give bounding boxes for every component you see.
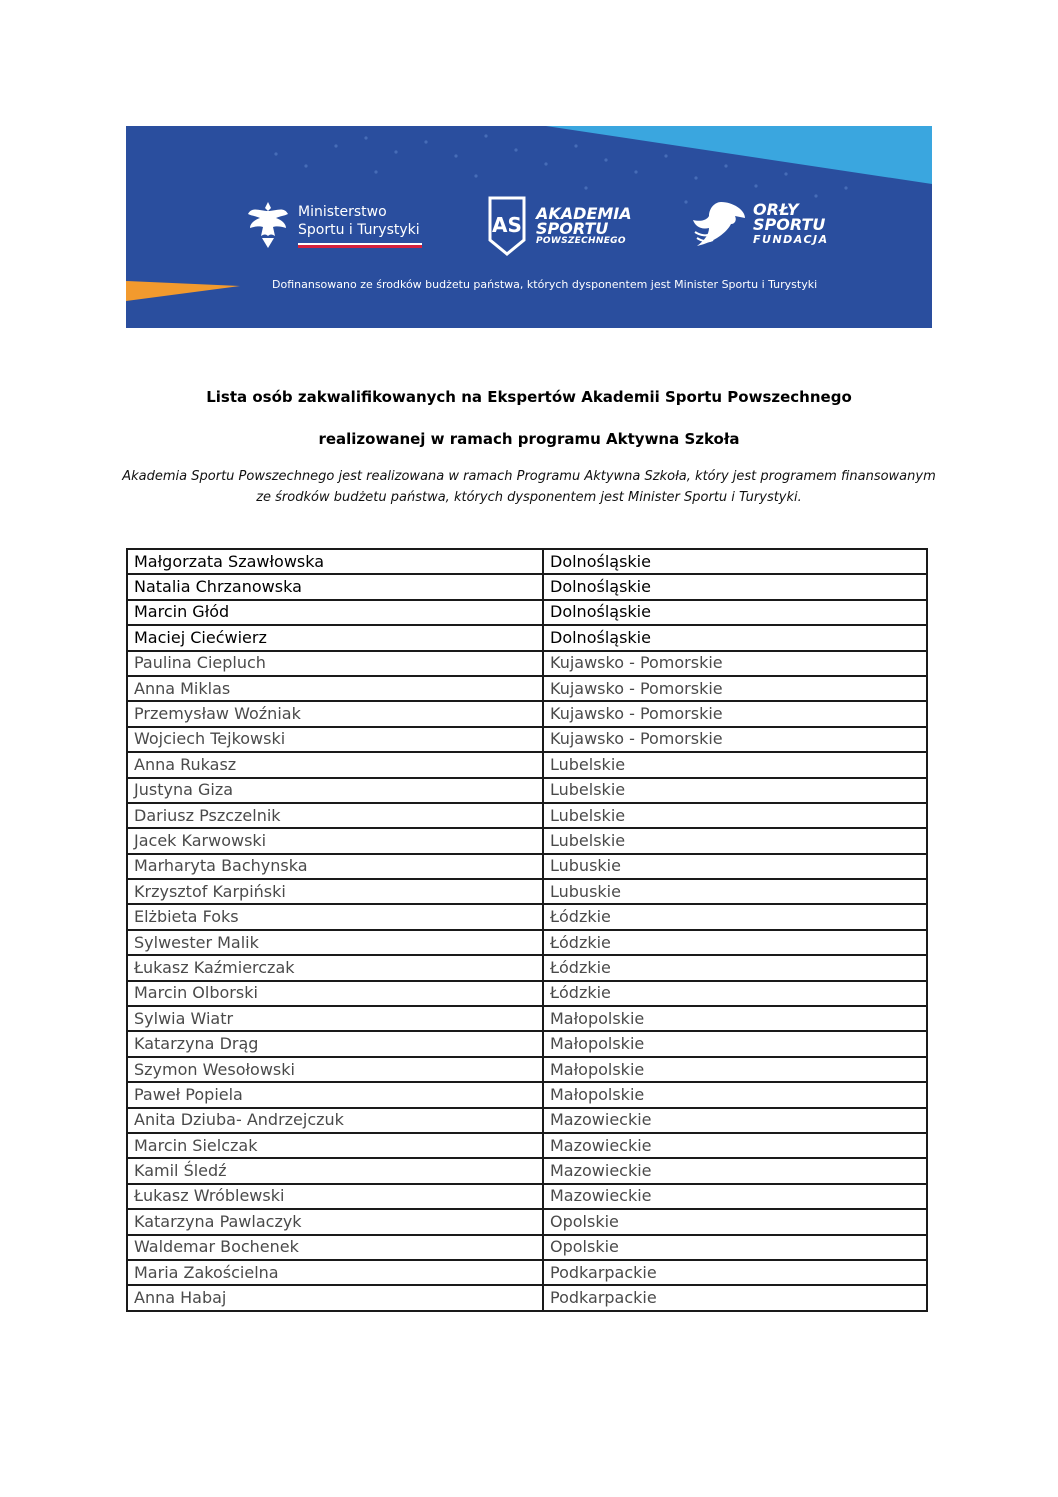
- expert-name-cell: Kamil Śledź: [127, 1158, 543, 1183]
- region-cell: Lubuskie: [543, 879, 927, 904]
- region-cell: Opolskie: [543, 1235, 927, 1260]
- table-row: [127, 981, 927, 1006]
- expert-name-cell: Sylwia Wiatr: [127, 1006, 543, 1031]
- table-row: [127, 1285, 927, 1310]
- region-cell: Mazowieckie: [543, 1108, 927, 1133]
- expert-name-cell: Anna Miklas: [127, 676, 543, 701]
- region-cell: Lubuskie: [543, 854, 927, 879]
- expert-name-cell: Łukasz Wróblewski: [127, 1184, 543, 1209]
- expert-name-cell: Marcin Głód: [127, 600, 543, 625]
- expert-name-cell: Katarzyna Pawlaczyk: [127, 1209, 543, 1234]
- region-cell: Kujawsko - Pomorskie: [543, 727, 927, 752]
- expert-name-cell: Łukasz Kaźmierczak: [127, 955, 543, 980]
- expert-name-cell: Szymon Wesołowski: [127, 1057, 543, 1082]
- as-shield-icon: [488, 196, 526, 256]
- funding-notice: Dofinansowano ze środków budżetu państwa, których dysponentem jest Minister Sportu i Turystyki: [272, 278, 818, 291]
- region-cell: Małopolskie: [543, 1057, 927, 1082]
- as-monogram: AS: [492, 213, 522, 237]
- expert-name-cell: Krzysztof Karpiński: [127, 879, 543, 904]
- eagle-icon: [246, 200, 290, 250]
- document-subtitle: realizowanej w ramach programu Aktywna Szkoła: [318, 430, 740, 448]
- table-row: [127, 955, 927, 980]
- program-note-line2: ze środków budżetu państwa, których dysponentem jest Minister Sportu i Turystyki.: [256, 490, 802, 505]
- experts-table: [126, 548, 928, 1312]
- region-cell: Lubelskie: [543, 752, 927, 777]
- table-row: [127, 1133, 927, 1158]
- table-row: [127, 549, 927, 574]
- region-cell: Podkarpackie: [543, 1285, 927, 1310]
- region-cell: Małopolskie: [543, 1082, 927, 1107]
- eagle-head-icon: [691, 198, 747, 250]
- expert-name-cell: Justyna Giza: [127, 778, 543, 803]
- region-cell: Łódzkie: [543, 930, 927, 955]
- table-row: [127, 574, 927, 599]
- table-row: [127, 828, 927, 853]
- table-row: [127, 651, 927, 676]
- as-name-line3: POWSZECHNEGO: [536, 235, 626, 246]
- table-row: [127, 676, 927, 701]
- region-cell: Lubelskie: [543, 803, 927, 828]
- table-row: [127, 803, 927, 828]
- region-cell: Dolnośląskie: [543, 574, 927, 599]
- expert-name-cell: Anna Rukasz: [127, 752, 543, 777]
- table-row: [127, 752, 927, 777]
- expert-name-cell: Marcin Sielczak: [127, 1133, 543, 1158]
- program-note-line1: Akademia Sportu Powszechnego jest realizowana w ramach Programu Aktywna Szkoła, który jest programem finansowanym: [122, 469, 936, 484]
- header-banner: [126, 126, 932, 328]
- region-cell: Kujawsko - Pomorskie: [543, 701, 927, 726]
- table-row: [127, 854, 927, 879]
- expert-name-cell: Przemysław Woźniak: [127, 701, 543, 726]
- expert-name-cell: Małgorzata Szawłowska: [127, 549, 543, 574]
- region-cell: Mazowieckie: [543, 1184, 927, 1209]
- table-row: [127, 727, 927, 752]
- table-row: [127, 1057, 927, 1082]
- expert-name-cell: Wojciech Tejkowski: [127, 727, 543, 752]
- region-cell: Kujawsko - Pomorskie: [543, 651, 927, 676]
- ministry-name-line2: Sportu i Turystyki: [298, 221, 420, 238]
- expert-name-cell: Paulina Ciepluch: [127, 651, 543, 676]
- ministry-logo: [246, 200, 422, 250]
- polish-flag-stripe: [298, 243, 422, 248]
- region-cell: Podkarpackie: [543, 1260, 927, 1285]
- expert-name-cell: Sylwester Malik: [127, 930, 543, 955]
- expert-name-cell: Anita Dziuba- Andrzejczuk: [127, 1108, 543, 1133]
- document-title: Lista osób zakwalifikowanych na Ekspertów Akademii Sportu Powszechnego: [206, 388, 852, 406]
- table-row: [127, 1158, 927, 1183]
- orly-name-line3: FUNDACJA: [753, 232, 829, 246]
- region-cell: Łódzkie: [543, 981, 927, 1006]
- expert-name-cell: Anna Habaj: [127, 1285, 543, 1310]
- table-row: [127, 778, 927, 803]
- program-note: [100, 466, 958, 508]
- region-cell: Opolskie: [543, 1209, 927, 1234]
- expert-name-cell: Marcin Olborski: [127, 981, 543, 1006]
- orly-name-line1: ORŁY: [753, 199, 799, 219]
- region-cell: Lubelskie: [543, 828, 927, 853]
- region-cell: Dolnośląskie: [543, 625, 927, 650]
- region-cell: Mazowieckie: [543, 1158, 927, 1183]
- table-row: [127, 1082, 927, 1107]
- table-row: [127, 930, 927, 955]
- table-row: [127, 1006, 927, 1031]
- table-row: [127, 1184, 927, 1209]
- region-cell: Kujawsko - Pomorskie: [543, 676, 927, 701]
- table-row: [127, 1031, 927, 1056]
- as-name-line1: AKADEMIA: [536, 203, 632, 223]
- table-row: [127, 879, 927, 904]
- table-row: [127, 600, 927, 625]
- orly-sportu-logo: [691, 198, 829, 250]
- ministry-name-line1: Ministerstwo: [298, 203, 387, 220]
- expert-name-cell: Paweł Popiela: [127, 1082, 543, 1107]
- expert-name-cell: Natalia Chrzanowska: [127, 574, 543, 599]
- region-cell: Mazowieckie: [543, 1133, 927, 1158]
- as-name-line2: SPORTU: [536, 218, 609, 238]
- region-cell: Łódzkie: [543, 904, 927, 929]
- table-row: [127, 1260, 927, 1285]
- region-cell: Dolnośląskie: [543, 600, 927, 625]
- expert-name-cell: Marharyta Bachynska: [127, 854, 543, 879]
- region-cell: Lubelskie: [543, 778, 927, 803]
- table-row: [127, 701, 927, 726]
- table-row: [127, 904, 927, 929]
- expert-name-cell: Maria Zakościelna: [127, 1260, 543, 1285]
- region-cell: Małopolskie: [543, 1006, 927, 1031]
- region-cell: Łódzkie: [543, 955, 927, 980]
- table-row: [127, 1235, 927, 1260]
- expert-name-cell: Jacek Karwowski: [127, 828, 543, 853]
- orly-name-line2: SPORTU: [753, 214, 826, 234]
- table-row: [127, 625, 927, 650]
- expert-name-cell: Katarzyna Drąg: [127, 1031, 543, 1056]
- region-cell: Małopolskie: [543, 1031, 927, 1056]
- akademia-sportu-logo: [488, 196, 632, 256]
- expert-name-cell: Waldemar Bochenek: [127, 1235, 543, 1260]
- table-row: [127, 1108, 927, 1133]
- region-cell: Dolnośląskie: [543, 549, 927, 574]
- table-row: [127, 1209, 927, 1234]
- expert-name-cell: Dariusz Pszczelnik: [127, 803, 543, 828]
- expert-name-cell: Maciej Ciećwierz: [127, 625, 543, 650]
- expert-name-cell: Elżbieta Foks: [127, 904, 543, 929]
